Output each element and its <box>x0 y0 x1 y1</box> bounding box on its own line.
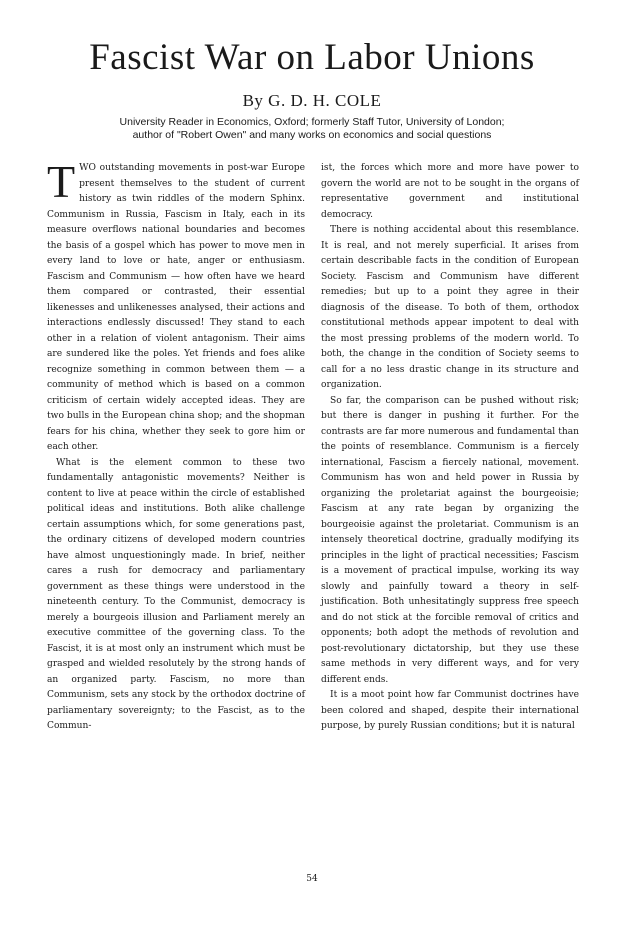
right-column <box>321 161 579 735</box>
body-paragraph: There is nothing accidental about this resemblance. It is real, and not merely superficial. It arises from certain describable facts in the condition of European Society. Fascism and Communism have different remedies; but up to a point they agree in their diagnosis of the disease. To both of them, orthodox constitutional methods appear impotent to deal with the most pressing problems of the modern world. To both, the change in the condition of Society seems to call for a no less drastic change in its structure and organization. <box>321 225 579 390</box>
author-affiliation <box>0 116 624 142</box>
article-title: Fascist War on Labor Unions <box>89 37 535 78</box>
paragraph-text: WO outstanding movements in post-war Europe present themselves to the student of current history as twin riddles of the modern Sphinx. Communism in Russia, Fascism in Italy, each in its measure overflows national boundaries and becomes the basis of a gospel which has power to move men in every land to love or hate, anger or enthusiasm. Fascism and Communism — how often have we heard them compared or contrasted, their essential likenesses and unlikenesses analysed, their actions and interactions endlessly discussed! They stand to each other in a relation of violent antagonism. Their aims are sundered like the poles. Yet friends and foes alike recognize something in common between them — a community of method which is based on a common criticism of certain widely accepted ideas. They are two bulls in the European china shop; and the shopman fears for his china, whether they seek to gore him or each other. <box>47 163 305 452</box>
body-paragraph: So far, the comparison can be pushed without risk; but there is danger in pushing it further. For the contrasts are far more numerous and fundamental than the points of resemblance. Communism is a fiercely international, Fascism a fiercely national, movement. Communism has won and held power in Russia by organizing the proletariat against the bourgeoisie; Fascism at any rate began by organizing the bourgeoisie against the proletariat. Communism is an intensely theoretical doctrine, gradually modifying its principles in the light of practical necessities; Fascism is a movement of practical impulse, working its way slowly and painfully toward a theory in self-justification. Both unhesitatingly suppress free speech and do not stick at the forcible removal of critics and opponents; both adopt the methods of revolution and post-revolutionary dictatorship, but they use these same methods in very different ways, and for very different ends. <box>321 395 579 685</box>
body-paragraph <box>47 156 305 456</box>
body-paragraph: It is a moot point how far Communist doctrines have been colored and shaped, despite their international purpose, by purely Russian conditions; but it is natural <box>321 690 579 731</box>
body-paragraph: What is the element common to these two fundamentally antagonistic movements? Neither is content to live at peace within the circle of established political ideas and institutions. Both alike challenge certain assumptions which, for some generations past, the ordinary citizens of developed modern countries have almost unquestioningly made. In brief, neither cares a rush for democracy and parliamentary government as these things were understood in the nineteenth century. To the Communist, democracy is merely a bourgeois illusion and Parliament merely an executive committee of the governing class. To the Fascist, it is at most only an instrument which must be grasped and wielded resolutely by the strong hands of an organized party. Fascism, no more than Communism, sets any stock by the orthodox doctrine of parliamentary sovereignty; to the Fascist, as to the Commun- <box>47 457 305 731</box>
left-column <box>47 156 305 735</box>
affiliation-line: author of "Robert Owen" and many works on economics and social questions <box>132 129 492 141</box>
body-paragraph: ist, the forces which more and more have power to govern the world are not to be sought in the organs of representative government and institutional democracy. <box>321 163 579 220</box>
author-byline: By G. D. H. COLE <box>242 91 382 110</box>
page-number: 54 <box>306 874 318 884</box>
drop-cap: T <box>47 156 76 207</box>
affiliation-line: University Reader in Economics, Oxford; formerly Staff Tutor, University of London; <box>119 116 505 128</box>
